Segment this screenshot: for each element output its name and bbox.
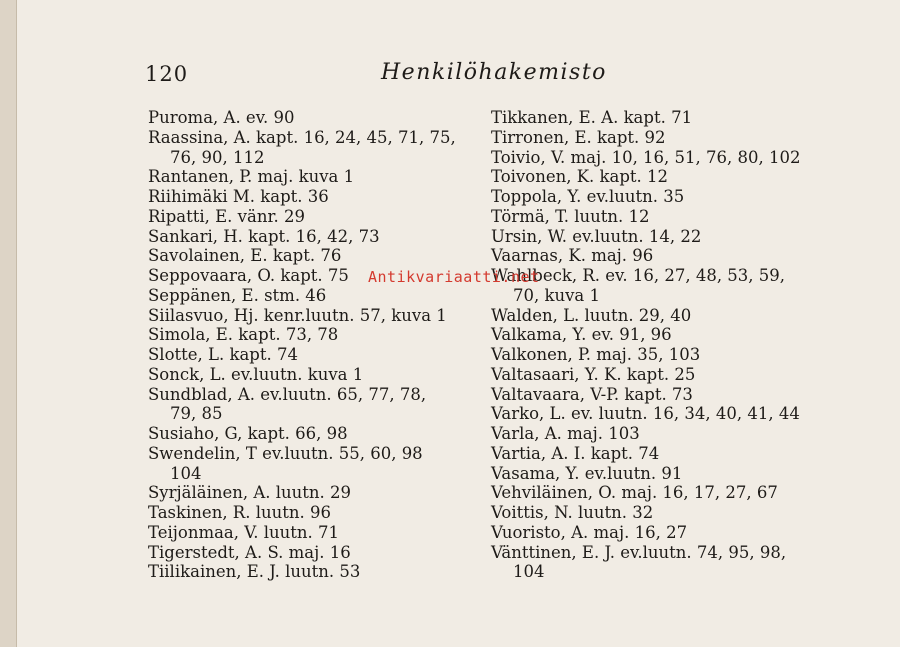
index-entry: [491, 306, 821, 326]
index-entry-text: Vaarnas, K. maj. 96: [491, 246, 654, 266]
index-entry: [148, 483, 478, 503]
index-entry: [148, 345, 478, 365]
index-entry: [148, 424, 478, 444]
index-entry-continuation: 104: [513, 562, 545, 582]
index-entry-continuation: 104: [170, 463, 202, 483]
index-entry-text: Vuoristo, A. maj. 16, 27: [491, 522, 688, 542]
index-entry: [148, 246, 478, 266]
index-entry-continuation: 79, 85: [170, 404, 223, 424]
index-entry-text: Varko, L. ev. luutn. 16, 34, 40, 41, 44: [491, 404, 800, 424]
index-entry-text: Seppänen, E. stm. 46: [148, 285, 327, 305]
index-entry: [148, 128, 478, 168]
index-entry-text: Ursin, W. ev.luutn. 14, 22: [491, 226, 702, 246]
index-entry-text: Rantanen, P. maj. kuva 1: [148, 167, 355, 187]
index-entry-text: Tigerstedt, A. S. maj. 16: [148, 542, 351, 562]
index-entry: [148, 108, 478, 128]
index-entry: [491, 148, 821, 168]
index-entry: [491, 444, 821, 464]
index-entry-text: Taskinen, R. luutn. 96: [148, 503, 331, 522]
page-binding-edge: [0, 0, 17, 647]
index-entry-text: Vänttinen, E. J. ev.luutn. 74, 95, 98,: [491, 542, 787, 562]
index-entry: [148, 523, 478, 543]
index-entry: [148, 503, 478, 523]
index-entry: [491, 365, 821, 385]
index-entry-text: Valkama, Y. ev. 91, 96: [491, 325, 672, 345]
index-entry-text: Vartia, A. I. kapt. 74: [491, 443, 660, 463]
index-entry-text: Siilasvuo, Hj. kenr.luutn. 57, kuva 1: [148, 305, 447, 325]
index-entry-text: Riihimäki M. kapt. 36: [148, 187, 329, 206]
index-entry-text: Syrjäläinen, A. luutn. 29: [148, 483, 352, 503]
index-entry: [148, 187, 478, 207]
index-entry-text: Slotte, L. kapt. 74: [148, 345, 298, 364]
index-entry-text: Tiilikainen, E. J. luutn. 53: [148, 562, 361, 582]
index-entry: [491, 227, 821, 247]
index-entry: [491, 404, 821, 424]
index-entry-text: Toivio, V. maj. 10, 16, 51, 76, 80, 102: [491, 147, 801, 167]
index-entry-text: Toivonen, K. kapt. 12: [491, 167, 669, 187]
index-entry: [491, 108, 821, 128]
index-entry: [491, 325, 821, 345]
index-entry-text: Susiaho, G, kapt. 66, 98: [148, 424, 348, 443]
index-entry-text: Varla, A. maj. 103: [491, 424, 640, 443]
index-entry-text: Simola, E. kapt. 73, 78: [148, 325, 339, 345]
index-entry-text: Törmä, T. luutn. 12: [491, 206, 650, 226]
index-entry: [148, 325, 478, 345]
index-entry-continuation: 70, kuva 1: [513, 285, 601, 305]
index-entry-text: Sankari, H. kapt. 16, 42, 73: [148, 226, 380, 246]
index-entry: [491, 543, 821, 583]
index-entry-text: Puroma, A. ev. 90: [148, 108, 295, 127]
index-entry-text: Savolainen, E. kapt. 76: [148, 246, 342, 266]
index-entry: [491, 523, 821, 543]
index-entry-text: Toppola, Y. ev.luutn. 35: [491, 187, 685, 206]
index-entry-text: Valtasaari, Y. K. kapt. 25: [491, 364, 696, 384]
index-entry: [148, 207, 478, 227]
index-entry: [491, 503, 821, 523]
index-entry: [148, 562, 478, 582]
index-entry-text: Swendelin, T ev.luutn. 55, 60, 98: [148, 443, 423, 463]
index-entry: [148, 543, 478, 563]
index-entry-text: Teijonmaa, V. luutn. 71: [148, 522, 340, 542]
index-entry-text: Sundblad, A. ev.luutn. 65, 77, 78,: [148, 384, 427, 404]
index-entry-text: Seppovaara, O. kapt. 75: [148, 266, 349, 285]
index-entry: [491, 128, 821, 148]
index-entry: [148, 385, 478, 425]
index-entry-text: Valtavaara, V-P. kapt. 73: [491, 384, 693, 404]
index-entry: [491, 266, 821, 306]
index-entry-text: Valkonen, P. maj. 35, 103: [491, 345, 701, 364]
index-entry: [148, 306, 478, 326]
index-entry-text: Wahlbeck, R. ev. 16, 27, 48, 53, 59,: [491, 266, 786, 285]
index-entry-text: Vehviläinen, O. maj. 16, 17, 27, 67: [491, 483, 778, 503]
index-entry-text: Vasama, Y. ev.luutn. 91: [491, 463, 683, 483]
index-entry: [491, 345, 821, 365]
right-index-column: [491, 108, 821, 582]
index-entry: [491, 483, 821, 503]
index-entry: [491, 246, 821, 266]
watermark-text: Antikvariaatti.net: [368, 268, 540, 286]
index-entry: [491, 464, 821, 484]
index-entry-text: Tikkanen, E. A. kapt. 71: [491, 108, 693, 127]
index-entry-text: Tirronen, E. kapt. 92: [491, 127, 666, 147]
index-entry-text: Raassina, A. kapt. 16, 24, 45, 71, 75,: [148, 127, 456, 147]
index-entry: [491, 187, 821, 207]
page-number: 120: [145, 62, 189, 86]
index-entry-text: Walden, L. luutn. 29, 40: [491, 305, 692, 325]
index-entry-text: Sonck, L. ev.luutn. kuva 1: [148, 364, 364, 384]
index-entry: [491, 167, 821, 187]
left-index-column: [148, 108, 478, 582]
index-entry: [148, 286, 478, 306]
index-entry: [491, 424, 821, 444]
index-entry-text: Ripatti, E. vänr. 29: [148, 206, 306, 226]
index-entry-continuation: 76, 90, 112: [170, 147, 265, 167]
page-header: Henkilöhakemisto: [381, 60, 607, 85]
index-entry: [148, 167, 478, 187]
index-entry: [148, 227, 478, 247]
index-entry: [491, 207, 821, 227]
index-entry-text: Voittis, N. luutn. 32: [491, 503, 654, 522]
index-entry: [491, 385, 821, 405]
index-entry: [148, 365, 478, 385]
index-entry: [148, 444, 478, 484]
